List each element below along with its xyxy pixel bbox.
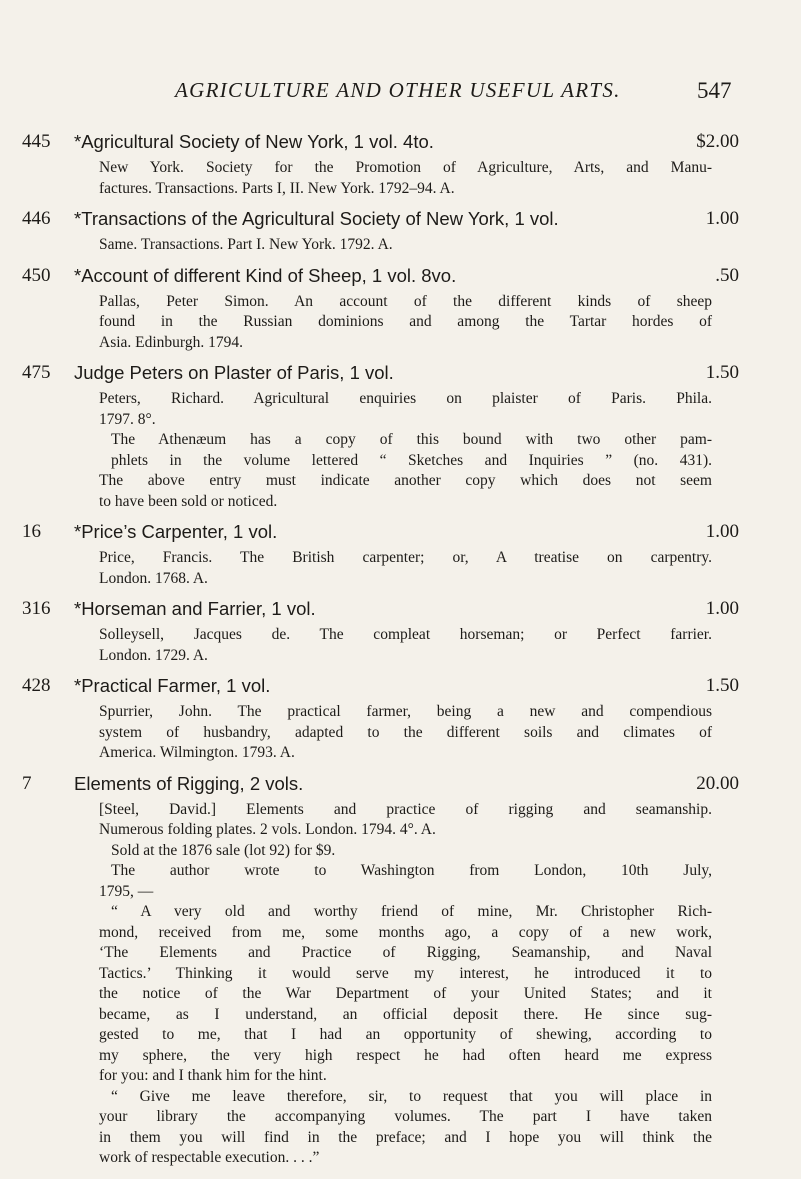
description-line: Pallas, Peter Simon. An account of the different kinds of sheep <box>99 292 712 310</box>
description-line: Numerous folding plates. 2 vols. London. 1794. 4°. A. <box>99 821 436 838</box>
lot-number: 450 <box>22 264 51 286</box>
entry-description <box>99 800 712 1169</box>
running-head <box>0 78 801 108</box>
catalog-entry <box>0 131 801 199</box>
description-line: 1797. 8°. <box>99 410 156 428</box>
entry-heading <box>0 521 801 548</box>
lot-number: 7 <box>22 772 32 794</box>
description-line: to have been sold or noticed. <box>99 492 278 510</box>
lot-number: 445 <box>22 131 51 152</box>
lot-number: 316 <box>22 598 51 619</box>
entry-title: *Practical Farmer, 1 vol. <box>74 675 271 696</box>
description-line: gested to me, that I had an opportunity of shewing, according to <box>99 1026 712 1043</box>
entry-price: 1.00 <box>705 598 739 619</box>
entry-heading <box>0 773 801 800</box>
entry-heading <box>0 265 801 292</box>
entry-price: 1.50 <box>705 675 739 696</box>
entry-description <box>99 625 712 666</box>
entry-price: 1.00 <box>705 208 739 229</box>
description-line: Price, Francis. The British carpenter; or, A treatise on carpentry. <box>99 549 712 566</box>
description-line: system of husbandry, adapted to the different soils and climates of <box>99 723 712 741</box>
description-line: The Athenæum has a copy of this bound with two other pam- <box>111 431 712 448</box>
entry-description <box>99 158 712 199</box>
description-line: became, as I understand, an official deposit there. He since sug- <box>99 1005 712 1023</box>
description-line: “ Give me leave therefore, sir, to request that you will place in <box>111 1087 712 1105</box>
description-line: New York. Society for the Promotion of Agriculture, Arts, and Manu- <box>99 159 712 176</box>
page-number: 547 <box>697 78 732 103</box>
lot-number: 16 <box>22 521 41 542</box>
description-line: the notice of the War Department of your United States; and it <box>99 985 712 1002</box>
entry-heading <box>0 362 801 389</box>
description-line: Peters, Richard. Agricultural enquiries on plaister of Paris. Phila. <box>99 390 712 407</box>
description-line: my sphere, the very high respect he had often heard me express <box>99 1046 712 1064</box>
description-line: Spurrier, John. The practical farmer, being a new and compendious <box>99 703 712 720</box>
description-line: The above entry must indicate another copy which does not seem <box>99 472 712 489</box>
entry-price: $2.00 <box>696 131 739 152</box>
description-line: Tactics.’ Thinking it would serve my interest, he introduced it to <box>99 964 712 982</box>
description-line: your library the accompanying volumes. The part I have taken <box>99 1108 712 1125</box>
description-line: 1795, — <box>99 882 154 900</box>
description-line: [Steel, David.] Elements and practice of rigging and seamanship. <box>99 800 712 818</box>
description-line: found in the Russian dominions and among the Tartar hordes of <box>99 313 712 330</box>
entry-description <box>99 292 712 354</box>
entry-price: 1.00 <box>705 521 739 542</box>
description-line: Same. Transactions. Part I. New York. 1792. A. <box>99 236 393 253</box>
lot-number: 428 <box>22 675 51 696</box>
catalog-entry <box>0 208 801 256</box>
entry-heading <box>0 131 801 158</box>
catalog-entry <box>0 362 801 512</box>
entry-heading <box>0 598 801 625</box>
catalog-entry <box>0 598 801 666</box>
description-line: Solleysell, Jacques de. The compleat horseman; or Perfect farrier. <box>99 626 712 643</box>
description-line: phlets in the volume lettered “ Sketches and Inquiries ” (no. 431). <box>111 451 712 469</box>
entry-title: *Account of different Kind of Sheep, 1 vol. 8vo. <box>74 264 457 286</box>
entry-heading <box>0 208 801 235</box>
description-line: Sold at the 1876 sale (lot 92) for $9. <box>111 841 336 859</box>
entry-heading <box>0 675 801 702</box>
entry-title: Judge Peters on Plaster of Paris, 1 vol. <box>74 362 394 383</box>
entry-description <box>99 548 712 589</box>
description-line: in them you will find in the preface; and I hope you will think the <box>99 1128 712 1146</box>
entry-title: *Price’s Carpenter, 1 vol. <box>74 521 278 542</box>
description-line: mond, received from me, some months ago, a copy of a new work, <box>99 923 712 941</box>
entry-title: *Horseman and Farrier, 1 vol. <box>74 598 316 619</box>
catalog-entry <box>0 773 801 1169</box>
catalog-entries <box>0 131 801 1178</box>
description-line: factures. Transactions. Parts I, II. New York. 1792–94. A. <box>99 179 455 197</box>
entry-title: *Transactions of the Agricultural Society of New York, 1 vol. <box>74 208 559 229</box>
entry-price: .50 <box>715 264 739 286</box>
lot-number: 446 <box>22 208 51 229</box>
description-line: Asia. Edinburgh. 1794. <box>99 333 243 351</box>
entry-description <box>99 235 712 256</box>
description-line: The author wrote to Washington from London, 10th July, <box>111 862 712 879</box>
description-line: America. Wilmington. 1793. A. <box>99 744 295 761</box>
entry-title: Elements of Rigging, 2 vols. <box>74 772 304 794</box>
entry-price: 20.00 <box>696 772 739 794</box>
running-head-title: AGRICULTURE AND OTHER USEFUL ARTS. <box>175 78 621 102</box>
description-line: London. 1768. A. <box>99 569 208 587</box>
description-line: “ A very old and worthy friend of mine, Mr. Christopher Rich- <box>111 903 712 920</box>
description-line: work of respectable execution. . . .” <box>99 1149 320 1166</box>
catalog-entry <box>0 521 801 589</box>
lot-number: 475 <box>22 362 51 383</box>
description-line: London. 1729. A. <box>99 646 208 664</box>
description-line: for you: and I thank him for the hint. <box>99 1067 327 1084</box>
entry-description <box>99 389 712 512</box>
entry-price: 1.50 <box>705 362 739 383</box>
catalog-entry <box>0 675 801 764</box>
entry-description <box>99 702 712 764</box>
catalog-entry <box>0 265 801 354</box>
description-line: ‘The Elements and Practice of Rigging, Seamanship, and Naval <box>99 944 712 961</box>
entry-title: *Agricultural Society of New York, 1 vol. 4to. <box>74 131 434 152</box>
